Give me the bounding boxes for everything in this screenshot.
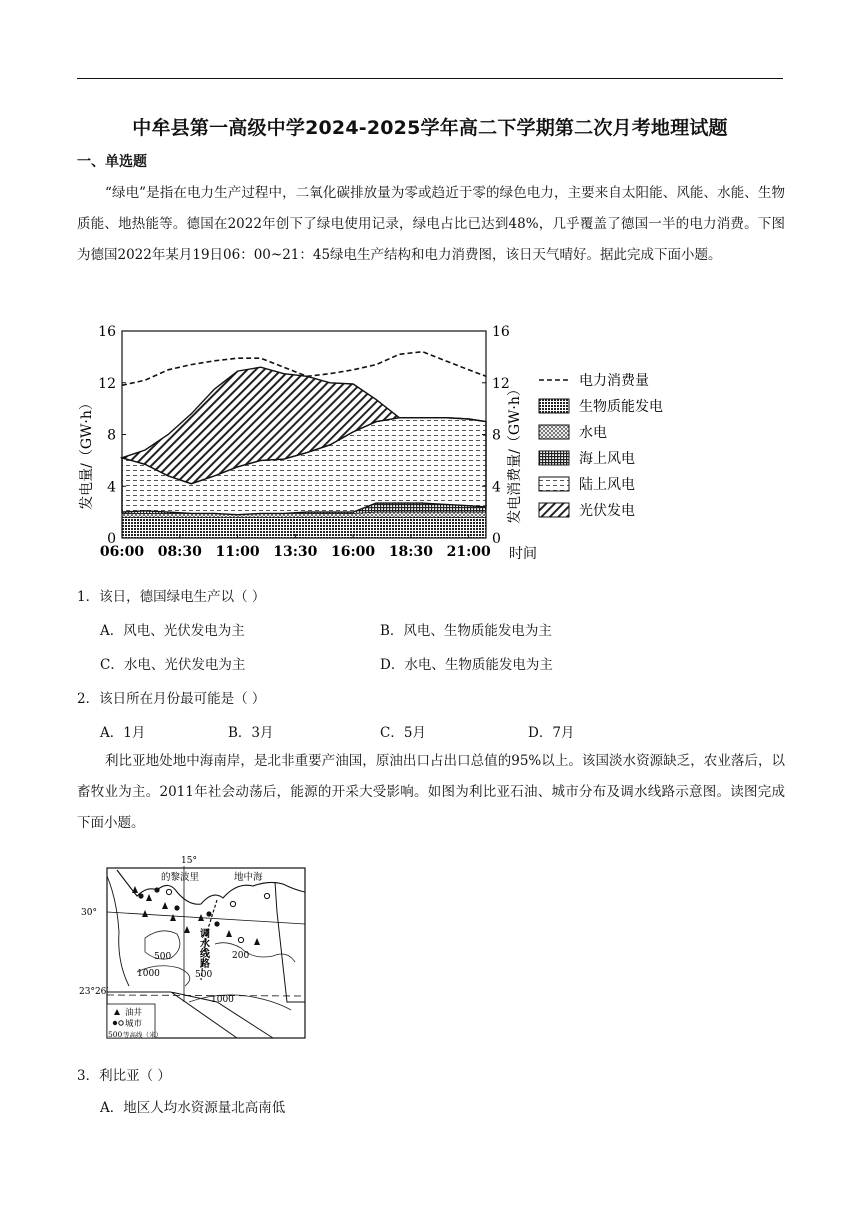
tropic-line xyxy=(107,995,305,996)
contour-line-b xyxy=(215,943,295,962)
q2-option-b[interactable]: B．3月 xyxy=(228,725,274,741)
contour-line-c xyxy=(189,995,291,1010)
sea-label: 地中海 xyxy=(234,872,263,883)
passage-green-power: “绿电”是指在电力生产过程中，二氧化碳排放量为零或趋近于零的绿色电力，主要来自太阳能、风能、水能、生物质能、地热能等。德国在2022年创下了绿电使用记录，绿电占比已达到48%，几乎覆盖了德国一半的电力消费。下图为德国2022年某月19日06：00~21：45绿电生产结构和电力消费图，该日天气晴好。据此完成下面小题。 xyxy=(77,185,785,263)
tripoli-label: 的黎波里 xyxy=(161,872,200,883)
power-chart xyxy=(77,318,697,568)
contour-label-1000b: 1000 xyxy=(211,995,234,1005)
lon-label: 15° xyxy=(181,856,197,866)
contour-label-200: 200 xyxy=(232,951,250,961)
y-tick-label-right: 4 xyxy=(492,479,501,496)
legend-city-icon xyxy=(113,1021,117,1025)
q3-option-a[interactable]: A．地区人均水资源量北高南低 xyxy=(100,1100,286,1116)
x-axis-label: 时间 xyxy=(509,546,537,562)
q2-option-a[interactable]: A．1月 xyxy=(100,725,146,741)
q1-option-c[interactable]: C．水电、光伏发电为主 xyxy=(100,657,246,673)
legend-contour-value: 500 xyxy=(108,1030,123,1039)
contour-label-500a: 500 xyxy=(154,952,172,962)
y-tick-label-right: 8 xyxy=(492,427,501,444)
page-title: 中牟县第一高级中学2024-2025学年高二下学期第二次月考地理试题 xyxy=(132,117,728,139)
legend-swatch-3 xyxy=(539,451,569,465)
y-tick-label-right: 12 xyxy=(492,375,510,392)
legend-label: 海上风电 xyxy=(579,451,635,467)
stacked-areas xyxy=(122,367,486,538)
section-heading: 一、单选题 xyxy=(77,154,147,170)
y-tick-label-right: 0 xyxy=(492,531,501,547)
y-tick-label-left: 8 xyxy=(107,427,116,444)
lat-tropic-label: 23°26′ xyxy=(79,987,109,997)
q2-option-d[interactable]: D．7月 xyxy=(528,725,575,741)
y-tick-label-left: 16 xyxy=(98,324,116,340)
coastline xyxy=(117,870,305,904)
legend-contour-label: 等高线（米） xyxy=(123,1031,162,1039)
question-2-stem: 2．该日所在月份最可能是（ ） xyxy=(77,691,266,707)
chart-legend xyxy=(539,372,663,519)
oil-wells xyxy=(132,886,260,945)
contour-label-1000a: 1000 xyxy=(137,969,160,979)
q1-option-a[interactable]: A．风电、光伏发电为主 xyxy=(100,623,245,639)
y-tick-label-left: 12 xyxy=(98,375,116,392)
x-tick-label: 08:30 xyxy=(157,544,202,560)
question-3-stem: 3．利比亚（ ） xyxy=(77,1068,171,1084)
x-tick-label: 06:00 xyxy=(99,544,145,560)
legend-label: 生物质能发电 xyxy=(579,399,663,415)
q2-option-c[interactable]: C．5月 xyxy=(380,725,426,741)
legend-city-label: 城市 xyxy=(125,1019,143,1029)
route-label: 调水线路 xyxy=(197,928,209,968)
y-tick-label-left: 0 xyxy=(107,531,116,547)
legend-swatch-4 xyxy=(539,477,569,491)
lat-30-label: 30° xyxy=(81,908,97,918)
legend-label: 陆上风电 xyxy=(579,477,635,493)
y-left-label: 发电量/（GW·h） xyxy=(79,396,95,510)
q1-option-b[interactable]: B．风电、生物质能发电为主 xyxy=(380,623,552,639)
lat-30-line xyxy=(107,912,305,924)
passage-libya: 利比亚地处地中海南岸，是北非重要产油国，原油出口占出口总值的95%以上。该国淡水资源缺乏，农业落后，以畜牧业为主。2011年社会动荡后，能源的开采大受影响。如图为利比亚石油、城市分布及调水线路示意图。读图完成下面小题。 xyxy=(77,753,785,831)
y-tick-label-left: 4 xyxy=(107,479,116,496)
contour-label-500b: 500 xyxy=(195,970,213,980)
west-border xyxy=(107,876,129,986)
x-tick-label: 16:00 xyxy=(331,544,376,560)
legend-swatch-2 xyxy=(539,425,569,439)
x-tick-label: 13:30 xyxy=(273,544,318,560)
legend-oil-label: 油井 xyxy=(125,1008,143,1018)
x-tick-label: 11:00 xyxy=(215,544,260,560)
q1-option-d[interactable]: D．水电、生物质能发电为主 xyxy=(380,657,553,673)
legend-label: 水电 xyxy=(579,425,607,441)
legend-swatch-1 xyxy=(539,399,569,413)
legend-label: 光伏发电 xyxy=(579,503,635,519)
question-1-stem: 1．该日，德国绿电生产以（ ） xyxy=(77,589,266,605)
y-tick-label-right: 16 xyxy=(492,324,510,340)
header-rule xyxy=(77,78,783,79)
x-tick-label: 18:30 xyxy=(388,544,433,560)
libya-map xyxy=(77,852,317,1042)
legend-label: 电力消费量 xyxy=(579,373,649,389)
area-series-1 xyxy=(122,517,486,538)
legend-swatch-5 xyxy=(539,503,569,517)
x-tick-label: 21:00 xyxy=(446,544,491,560)
y-right-label: 发电消费量/（GW·h） xyxy=(507,382,523,524)
